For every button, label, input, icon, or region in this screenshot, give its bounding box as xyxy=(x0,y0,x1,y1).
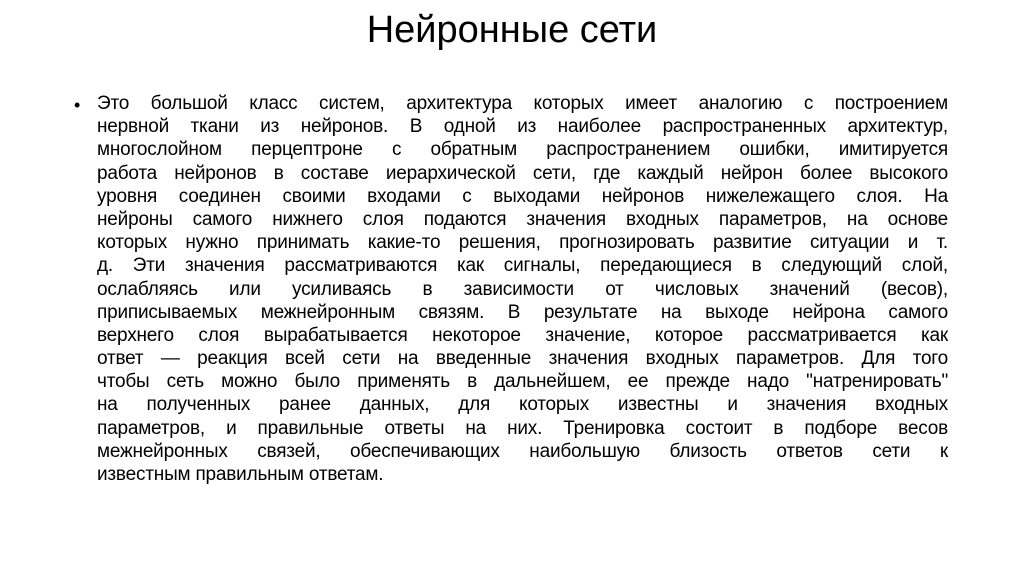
text-line: параметров, и правильные ответы на них. Тренировка состоит в подборе весов xyxy=(97,417,948,439)
text-line: чтобы сеть можно было применять в дальнейшем, ее прежде надо "натренировать" xyxy=(97,371,948,393)
text-line: верхнего слоя вырабатывается некоторое значение, которое рассматривается как xyxy=(97,324,948,346)
text-line: ослабляясь или усиливаясь в зависимости от числовых значений (весов), xyxy=(97,278,948,300)
text-line: на полученных ранее данных, для которых известны и значения входных xyxy=(97,394,948,416)
text-line: межнейронных связей, обеспечивающих наибольшую близость ответов сети к xyxy=(97,440,948,462)
text-line: нейроны самого нижнего слоя подаются значения входных параметров, на основе xyxy=(97,208,948,230)
text-line: многослойном перцептроне с обратным распространением ошибки, имитируется xyxy=(97,139,948,161)
text-line: известным правильным ответам. xyxy=(97,464,384,485)
text-line: ответ — реакция всей сети на введенные значения входных параметров. Для того xyxy=(97,348,948,370)
text-line: приписываемых межнейронным связям. В результате на выходе нейрона самого xyxy=(97,301,948,323)
text-line: д. Эти значения рассматриваются как сигналы, передающиеся в следующий слой, xyxy=(97,255,948,277)
text-line: нервной ткани из нейронов. В одной из наиболее распространенных архитектур, xyxy=(97,116,948,138)
text-line: которых нужно принимать какие-то решения, прогнозировать развитие ситуации и т. xyxy=(97,232,948,254)
text-line: уровня соединен своими входами с выходами нейронов нижележащего слоя. На xyxy=(97,185,948,207)
slide-title: Нейронные сети xyxy=(366,9,658,51)
text-line: Это большой класс систем, архитектура которых имеет аналогию с построением xyxy=(97,93,948,114)
bullet-icon: • xyxy=(74,95,81,115)
text-line: работа нейронов в составе иерархической сети, где каждый нейрон более высокого xyxy=(97,162,948,184)
slide-body-text xyxy=(97,92,948,486)
